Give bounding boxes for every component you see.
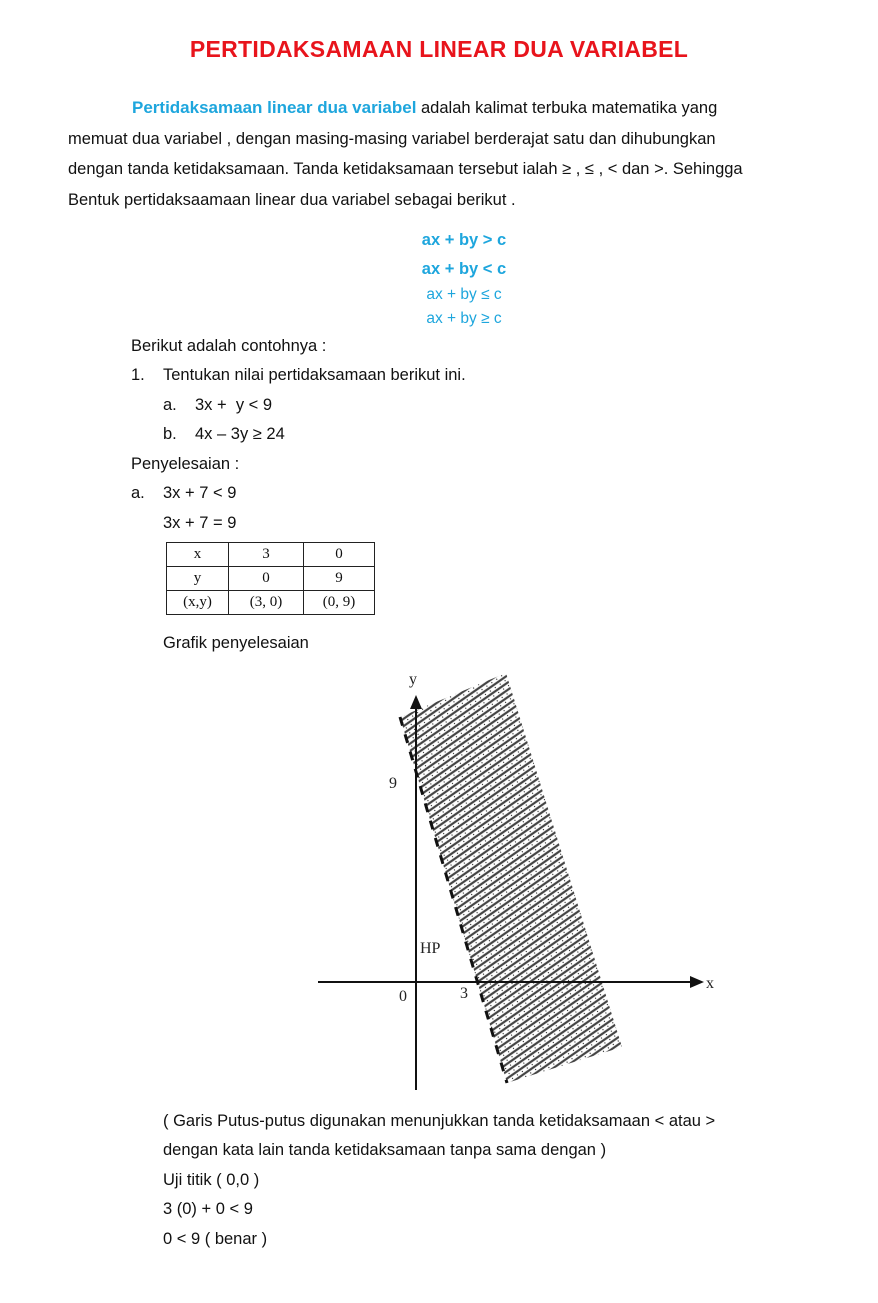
- formula-less-equal: ax + by ≤ c: [426, 286, 502, 303]
- table-cell: 9: [304, 567, 375, 591]
- intro-line4: Bentuk pertidaksaamaan linear dua variabel sebagai berikut .: [68, 190, 516, 209]
- table-cell: (x,y): [167, 591, 229, 615]
- y-axis-label: y: [409, 671, 417, 688]
- origin-label: 0: [399, 988, 407, 1005]
- note-line1: ( Garis Putus-putus digunakan menunjukkan tanda ketidaksamaan < atau >: [163, 1112, 716, 1130]
- question-number: 1.: [131, 366, 145, 384]
- intro-highlight-term: Pertidaksamaan linear dua variabel: [132, 98, 417, 117]
- example-heading: Berikut adalah contohnya :: [131, 337, 327, 355]
- solution-graph: [300, 665, 740, 1105]
- item-b-label: b.: [163, 425, 177, 443]
- table-row: [167, 567, 375, 591]
- formula-less: ax + by < c: [421, 260, 507, 278]
- table-cell: 0: [304, 543, 375, 567]
- intro-line2: memuat dua variabel , dengan masing-masing variabel berderajat satu dan dihubungkan: [68, 129, 716, 148]
- region-label-hp: HP: [420, 940, 441, 957]
- solution-step1: 3x + 7 < 9: [163, 484, 237, 502]
- table-cell: y: [167, 567, 229, 591]
- note-line2: dengan kata lain tanda ketidaksamaan tanpa sama dengan ): [163, 1141, 607, 1159]
- table-cell: (3, 0): [229, 591, 304, 615]
- intro-line1: adalah kalimat terbuka matematika yang: [416, 99, 718, 117]
- graph-caption: Grafik penyelesaian: [163, 634, 309, 652]
- test-step2: 0 < 9 ( benar ): [163, 1230, 268, 1248]
- page-title: PERTIDAKSAMAAN LINEAR DUA VARIABEL: [189, 36, 689, 62]
- solution-heading: Penyelesaian :: [131, 455, 240, 473]
- table-cell: x: [167, 543, 229, 567]
- item-a-label: a.: [163, 396, 177, 414]
- formula-greater: ax + by > c: [421, 231, 507, 249]
- solution-step2: 3x + 7 = 9: [163, 514, 237, 532]
- question-text: Tentukan nilai pertidaksamaan berikut ini.: [163, 366, 466, 384]
- table-cell: (0, 9): [304, 591, 375, 615]
- xy-value-table: [166, 542, 375, 615]
- table-row: [167, 543, 375, 567]
- formula-greater-equal: ax + by ≥ c: [426, 310, 502, 327]
- x-axis-arrow-icon: [690, 976, 704, 988]
- graph-svg: [300, 665, 740, 1105]
- test-step1: 3 (0) + 0 < 9: [163, 1200, 253, 1218]
- table-row: [167, 591, 375, 615]
- table-cell: 0: [229, 567, 304, 591]
- solution-label: a.: [131, 484, 145, 502]
- item-a-expr: 3x + y < 9: [195, 396, 273, 414]
- table-cell: 3: [229, 543, 304, 567]
- test-heading: Uji titik ( 0,0 ): [163, 1171, 260, 1189]
- x-axis-label: x: [706, 975, 714, 992]
- item-b-expr: 4x – 3y ≥ 24: [195, 425, 285, 443]
- y-axis-arrow-icon: [410, 695, 422, 709]
- x-tick-3: 3: [460, 985, 468, 1002]
- intro-paragraph: [68, 93, 868, 215]
- shaded-region: [400, 673, 622, 1083]
- y-tick-9: 9: [389, 775, 397, 792]
- intro-line3: dengan tanda ketidaksamaan. Tanda ketidaksamaan tersebut ialah ≥ , ≤ , < dan >. Sehingga: [68, 160, 743, 178]
